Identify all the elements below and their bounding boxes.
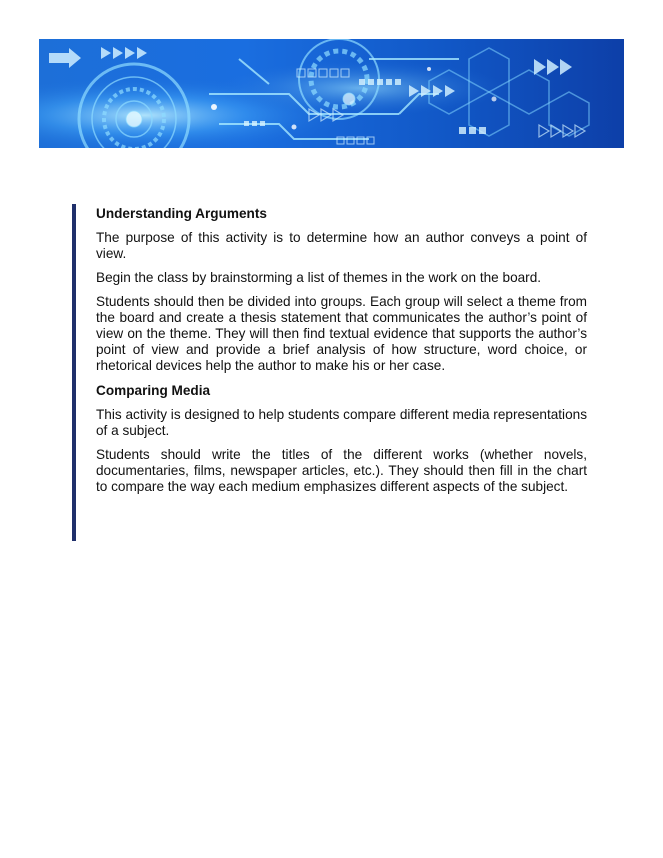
activity-content bbox=[96, 205, 587, 503]
paragraph-groups: Students should then be divided into groups. Each group will select a theme from the board and create a thesis statement that communicates the author’s point of view on the theme. They will then find textual evidence that supports the author’s point of view and provide a brief analysis of how structure, word choice, or rhetorical devices help the author to make his or her case. bbox=[96, 294, 587, 373]
paragraph-media-chart: Students should write the titles of the different works (whether novels, documentaries, films, newspaper articles, etc.). They should then fill in the chart to compare the way each medium emphasizes different aspects of the subject. bbox=[96, 447, 587, 494]
section-accent-rule bbox=[72, 204, 76, 541]
section-heading-understanding-arguments: Understanding Arguments bbox=[96, 206, 267, 221]
paragraph-purpose: The purpose of this activity is to determine how an author conveys a point of view. bbox=[96, 230, 587, 261]
paragraph-brainstorm: Begin the class by brainstorming a list of themes in the work on the board. bbox=[96, 270, 542, 285]
header-banner-image bbox=[39, 39, 624, 148]
paragraph-media-purpose: This activity is designed to help students compare different media representations of a subject. bbox=[96, 407, 587, 438]
section-heading-comparing-media: Comparing Media bbox=[96, 383, 211, 398]
